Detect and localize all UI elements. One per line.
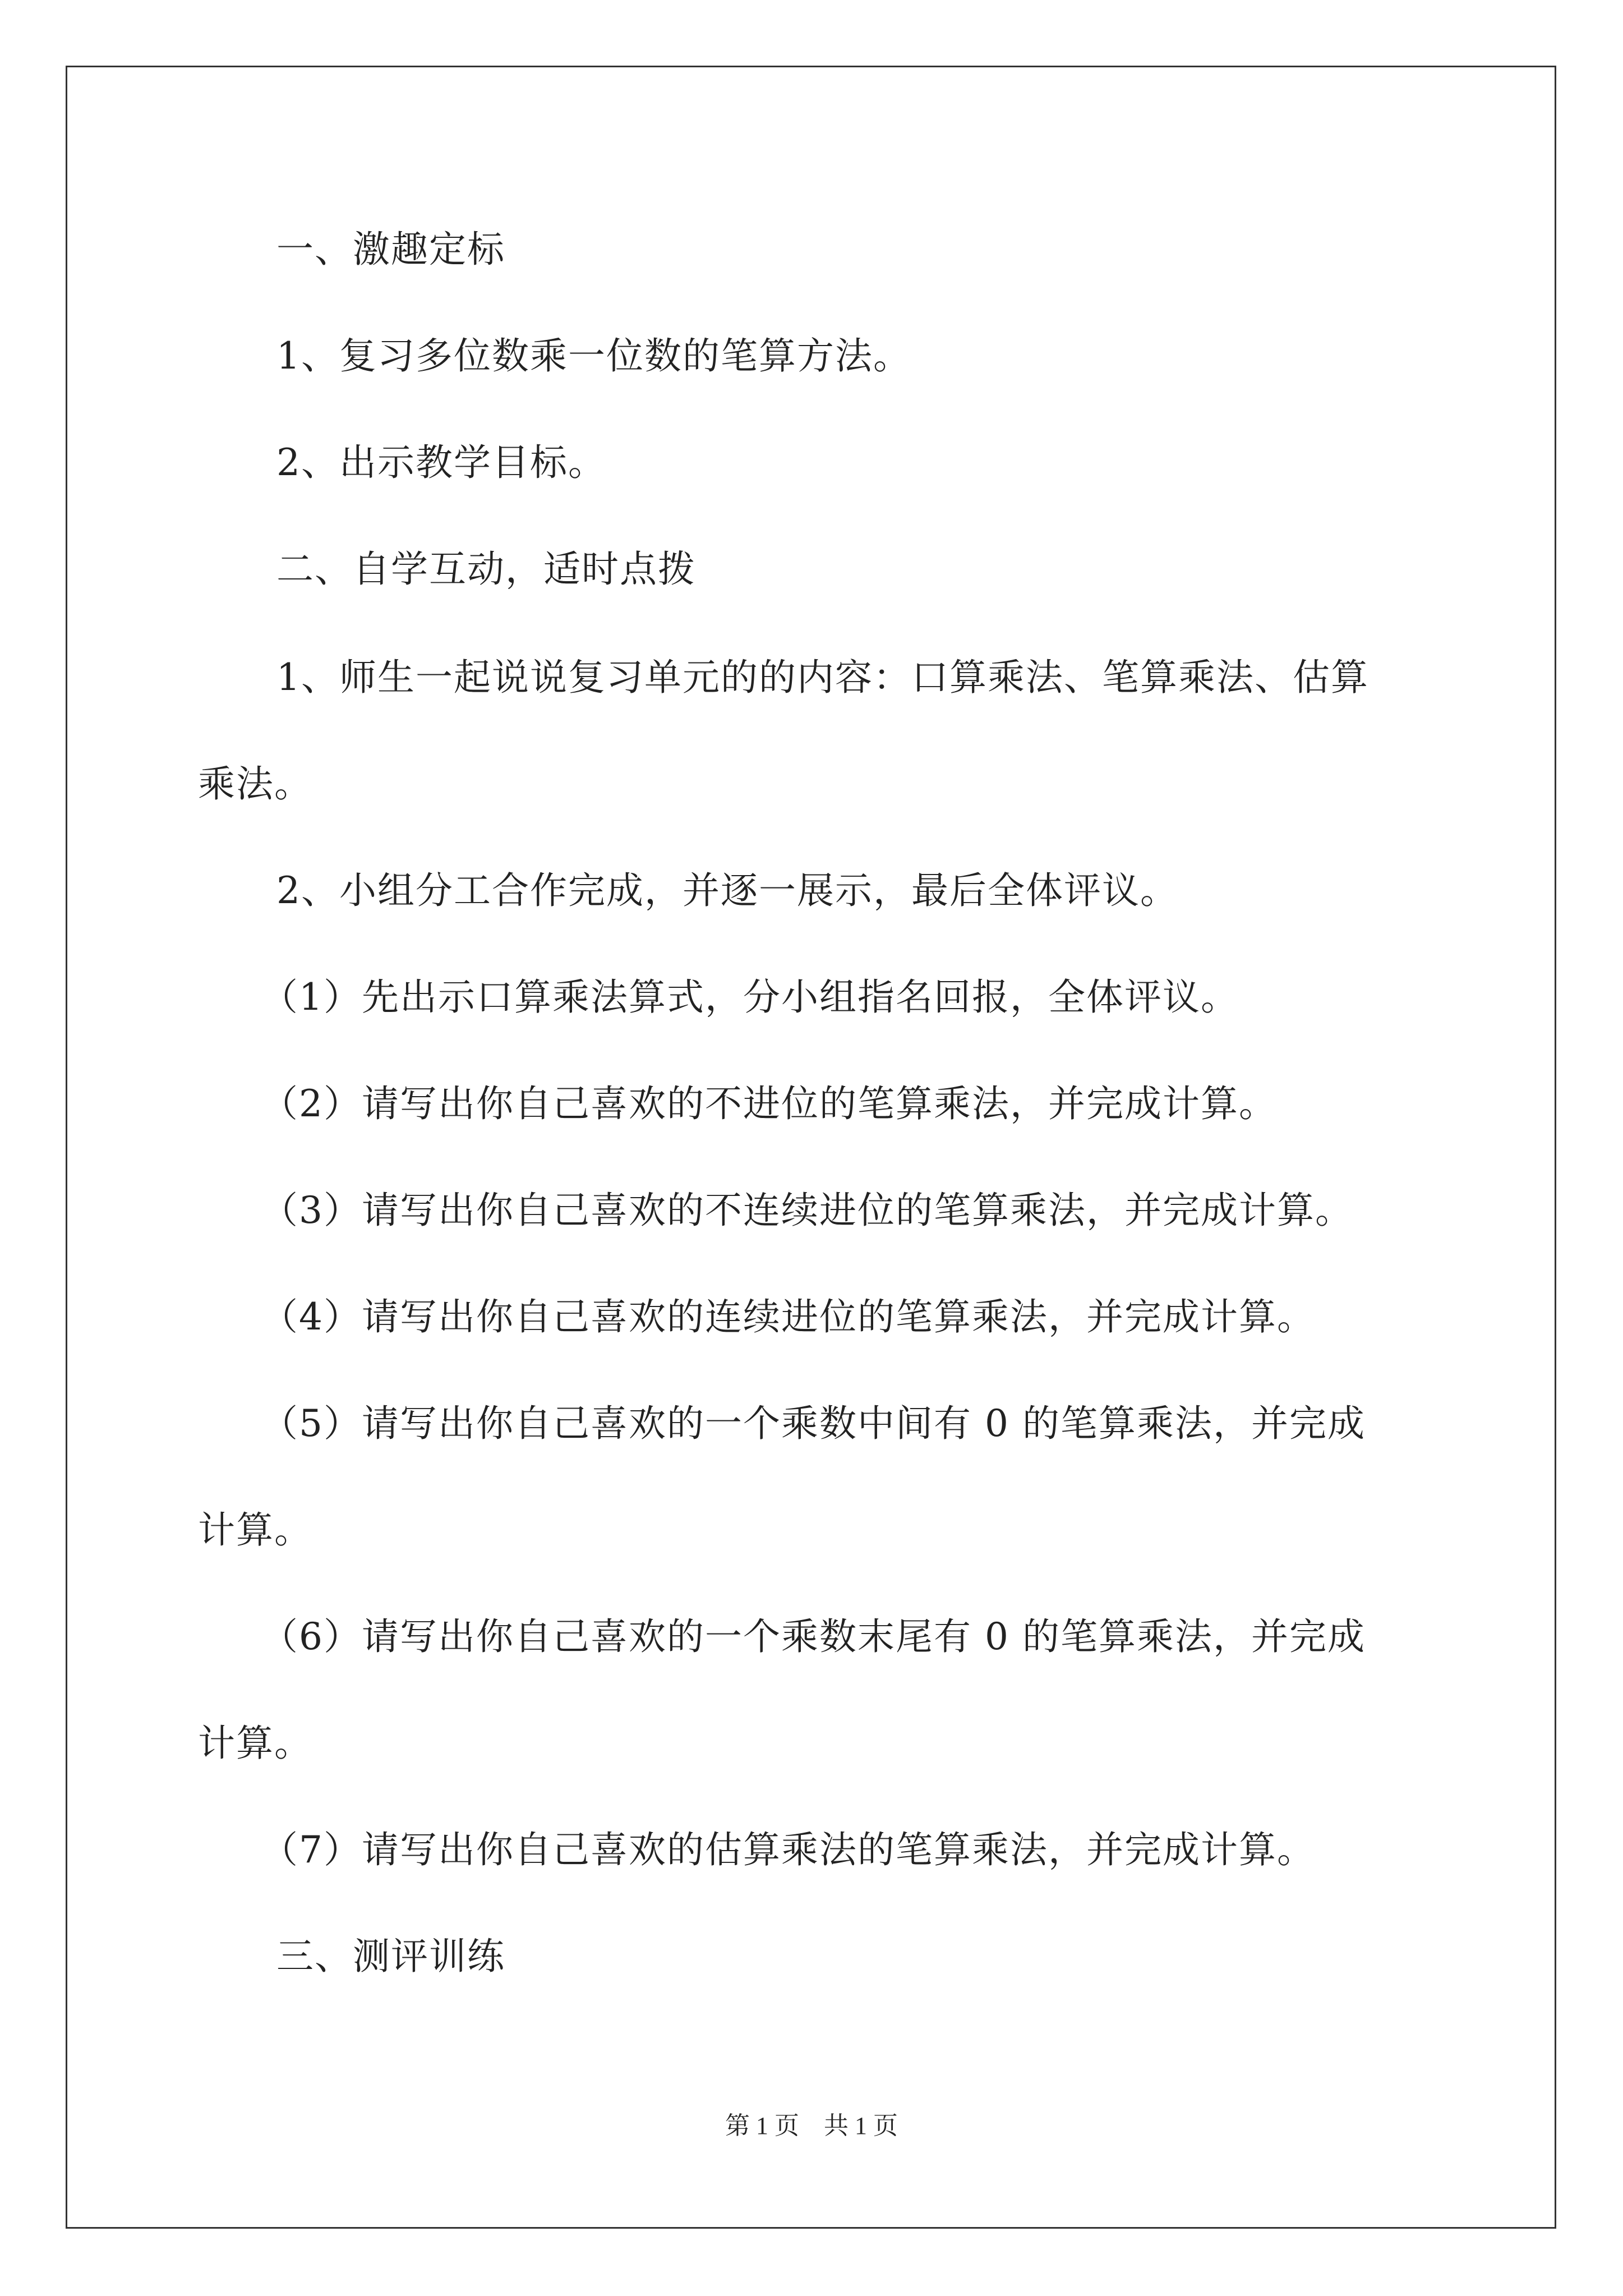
paragraph: 1、复习多位数乘一位数的笔算方法。: [276, 334, 911, 378]
list-item: （3）请写出你自己喜欢的不连续进位的笔算乘法，并完成计算。: [261, 1189, 1353, 1232]
heading-1: 一、激趣定标: [276, 228, 505, 271]
list-item: （7）请写出你自己喜欢的估算乘法的笔算乘法，并完成计算。: [261, 1828, 1315, 1871]
page-border: [66, 66, 1556, 2229]
heading-2: 二、自学互动，适时点拨: [276, 547, 696, 591]
page-footer: 第 1 页 共 1 页: [725, 2112, 898, 2139]
list-item: （1）先出示口算乘法算式，分小组指名回报，全体评议。: [261, 976, 1239, 1019]
paragraph-continuation: 计算。: [198, 1508, 312, 1552]
paragraph: 2、出示教学目标。: [276, 441, 606, 484]
paragraph-continuation: 乘法。: [198, 762, 312, 806]
paragraph: 1、师生一起说说复习单元的的内容：口算乘法、笔算乘法、估算: [276, 656, 1369, 699]
heading-3: 三、测评训练: [276, 1935, 505, 1978]
paragraph-continuation: 计算。: [198, 1722, 312, 1765]
list-item: （4）请写出你自己喜欢的连续进位的笔算乘法，并完成计算。: [261, 1295, 1315, 1338]
list-item: （5）请写出你自己喜欢的一个乘数中间有 0 的笔算乘法，并完成: [261, 1402, 1366, 1445]
list-item: （2）请写出你自己喜欢的不进位的笔算乘法，并完成计算。: [261, 1082, 1277, 1125]
paragraph: 2、小组分工合作完成，并逐一展示，最后全体评议。: [276, 869, 1178, 912]
list-item: （6）请写出你自己喜欢的一个乘数末尾有 0 的笔算乘法，并完成: [261, 1615, 1366, 1658]
